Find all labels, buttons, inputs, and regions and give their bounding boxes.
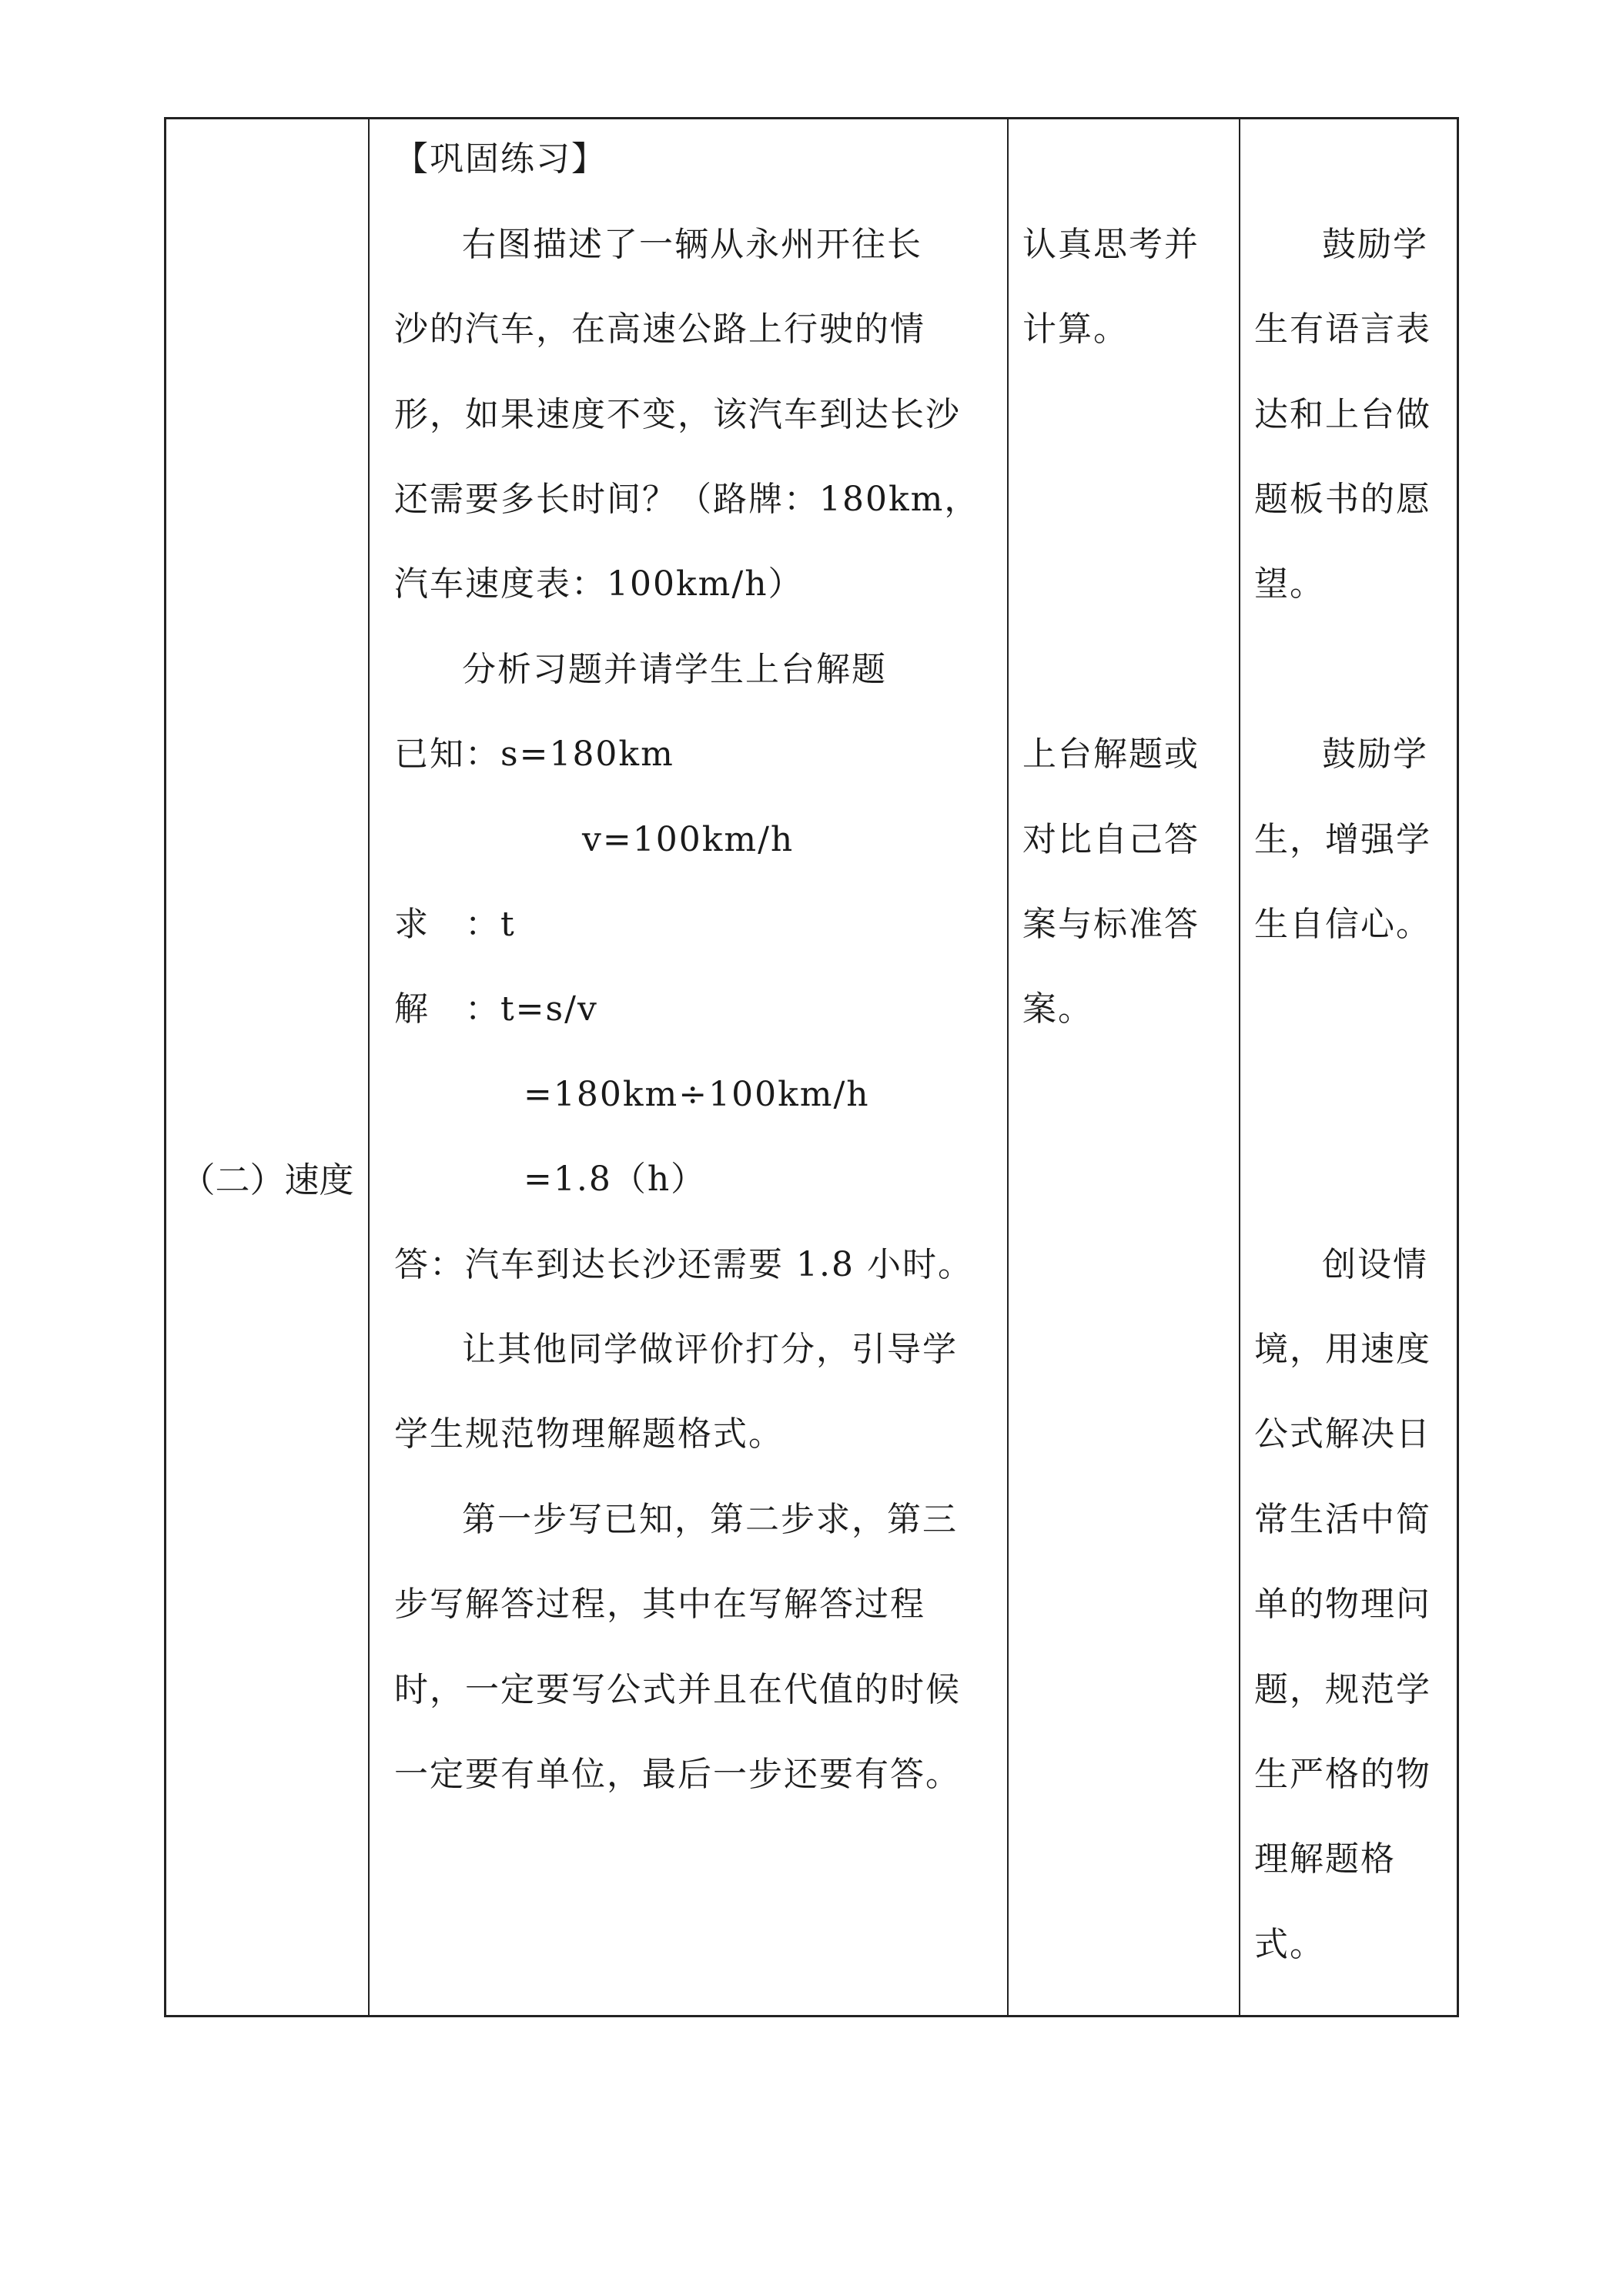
text-line: 答：汽车到达长沙还需要 1.8 小时。 [394, 1245, 973, 1284]
text-line: 形，如果速度不变，该汽车到达长沙 [394, 395, 961, 434]
text-line: 时，一定要写公式并且在代值的时候 [394, 1670, 961, 1709]
text-line: =180km÷100km/h [524, 1075, 870, 1114]
text-line: 题，规范学 [1254, 1670, 1431, 1709]
text-line: 已知：s=180km [394, 735, 674, 774]
text-line: 理解题格 [1254, 1839, 1396, 1879]
text-line: 常生活中简 [1254, 1500, 1431, 1539]
text-line: 案。 [1022, 989, 1093, 1029]
text-line: 公式解决日 [1254, 1414, 1431, 1454]
text-line: 学生规范物理解题格式。 [394, 1414, 784, 1454]
text-line: 还需要多长时间？（路牌：180km， [394, 480, 980, 519]
text-line: 生自信心。 [1254, 905, 1431, 944]
text-line: 步写解答过程，其中在写解答过程 [394, 1585, 925, 1624]
text-line: 鼓励学 [1322, 225, 1428, 264]
text-line: 生有语言表 [1254, 310, 1431, 349]
text-line: 望。 [1254, 564, 1325, 604]
text-line: 一定要有单位，最后一步还要有答。 [394, 1755, 961, 1794]
student-activity-cell [1007, 119, 1239, 2015]
text-line: 第一步写已知，第二步求，第三 [462, 1500, 958, 1539]
text-line: 创设情 [1322, 1245, 1428, 1284]
text-line: 生，增强学 [1254, 820, 1431, 859]
text-line: 题板书的愿 [1254, 480, 1431, 519]
text-line: 让其他同学做评价打分，引导学 [462, 1330, 958, 1369]
text-line: 生严格的物 [1254, 1755, 1431, 1794]
text-line: 求 ：t [394, 905, 516, 944]
text-line: 分析习题并请学生上台解题 [462, 650, 887, 689]
text-line: 鼓励学 [1322, 735, 1428, 774]
text-line: 达和上台做 [1254, 395, 1431, 434]
text-line: 【巩固练习】 [394, 139, 607, 179]
text-line: 汽车速度表：100km/h） [394, 564, 804, 604]
text-line: 单的物理问 [1254, 1585, 1431, 1624]
lesson-plan-table [164, 117, 1459, 2017]
text-line: 式。 [1254, 1925, 1325, 1964]
teacher-activity-cell [368, 119, 1007, 2015]
text-line: 案与标准答 [1022, 905, 1200, 944]
text-line: 解 ：t=s/v [394, 989, 598, 1029]
text-line: 计算。 [1022, 310, 1129, 349]
text-line: 沙的汽车，在高速公路上行驶的情 [394, 310, 925, 349]
text-line: v=100km/h [582, 820, 795, 859]
text-line: 认真思考并 [1022, 225, 1200, 264]
text-line: 右图描述了一辆从永州开往长 [462, 225, 922, 264]
text-line: 上台解题或 [1022, 735, 1200, 774]
text-line: 境，用速度 [1254, 1330, 1431, 1369]
text-line: 对比自己答 [1022, 820, 1200, 859]
text-line: =1.8（h） [524, 1160, 707, 1199]
section-label: （二）速度 [180, 1160, 354, 1200]
design-intent-cell [1239, 119, 1459, 2015]
